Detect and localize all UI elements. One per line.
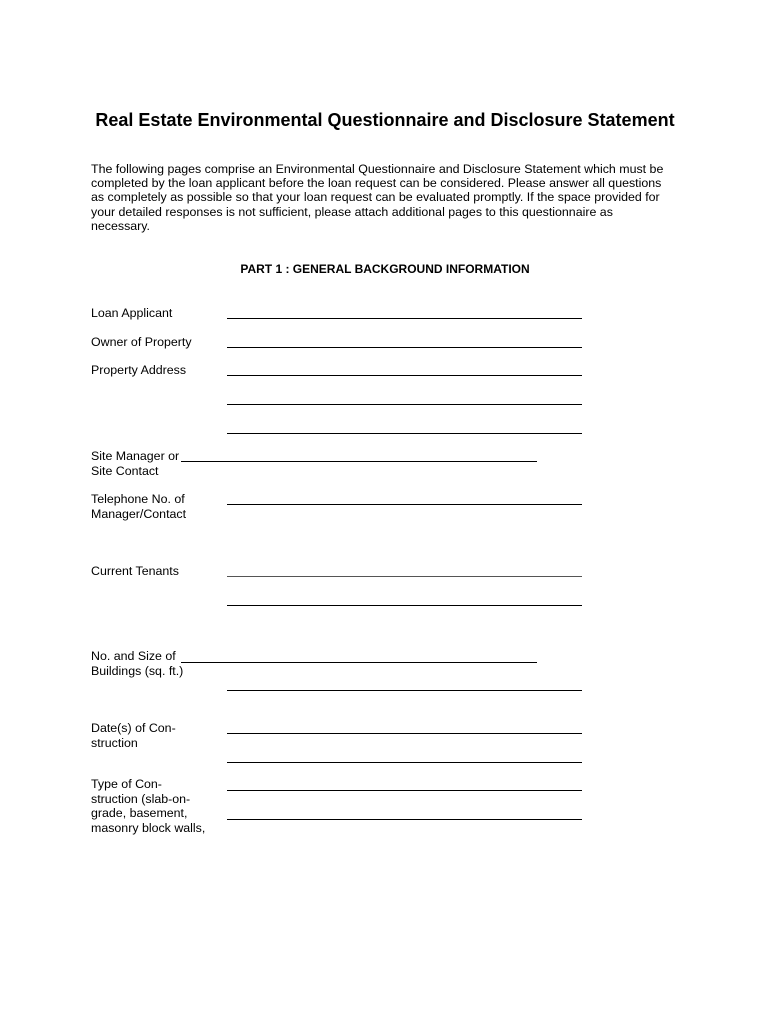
intro-line: as completely as possible so that your loan request can be evaluated promptly. If the space provided for [91, 190, 660, 205]
current-tenants-field-line2[interactable] [227, 605, 582, 606]
part1-heading: PART 1 : GENERAL BACKGROUND INFORMATION [240, 262, 530, 276]
buildings-field-line1[interactable] [181, 662, 537, 663]
telephone-label-line1: Telephone No. of [91, 492, 185, 506]
loan-applicant-field[interactable] [227, 318, 582, 319]
owner-of-property-field[interactable] [227, 347, 582, 348]
owner-of-property-label: Owner of Property [91, 335, 192, 349]
property-address-field-line3[interactable] [227, 433, 582, 434]
construction-type-field-line1[interactable] [227, 790, 582, 791]
construction-type-field-line2[interactable] [227, 819, 582, 820]
construction-type-label-line: struction (slab-on- [91, 791, 191, 806]
site-manager-label-line1: Site Manager or [91, 449, 180, 463]
construction-type-label-line: grade, basement, [91, 806, 188, 820]
telephone-label [91, 492, 186, 521]
intro-paragraph [91, 162, 681, 233]
intro-line: your detailed responses is not sufficient, please attach additional pages to this questionnaire as [91, 204, 613, 219]
document-title: Real Estate Environmental Questionnaire and Disclosure Statement [95, 110, 675, 130]
property-address-field-line1[interactable] [227, 375, 582, 376]
loan-applicant-label: Loan Applicant [91, 306, 173, 320]
telephone-field[interactable] [227, 504, 582, 505]
buildings-field-line2[interactable] [227, 690, 582, 691]
construction-dates-label [91, 721, 176, 750]
buildings-label [91, 649, 183, 678]
buildings-label-line1: No. and Size of [91, 649, 176, 663]
telephone-label-line2: Manager/Contact [91, 506, 187, 521]
construction-dates-field-line2[interactable] [227, 762, 582, 763]
property-address-field-line2[interactable] [227, 404, 582, 405]
site-manager-label [91, 449, 179, 478]
current-tenants-label: Current Tenants [91, 564, 179, 578]
intro-line: necessary. [91, 218, 150, 233]
construction-type-label [91, 777, 205, 835]
buildings-label-line2: Buildings (sq. ft.) [91, 663, 184, 678]
property-address-label: Property Address [91, 363, 187, 377]
intro-line: The following pages comprise an Environmental Questionnaire and Disclosure Statement which must be [91, 162, 664, 176]
site-manager-label-line2: Site Contact [91, 463, 159, 478]
current-tenants-field-line1[interactable] [227, 576, 582, 577]
construction-type-label-line: Type of Con- [91, 777, 162, 791]
construction-dates-field-line1[interactable] [227, 733, 582, 734]
construction-dates-label-line1: Date(s) of Con- [91, 721, 176, 735]
construction-dates-label-line2: struction [91, 735, 138, 750]
intro-line: completed by the loan applicant before the loan request can be considered. Please answer all questions [91, 176, 662, 191]
construction-type-label-line: masonry block walls, [91, 820, 206, 835]
site-manager-field[interactable] [181, 461, 537, 462]
